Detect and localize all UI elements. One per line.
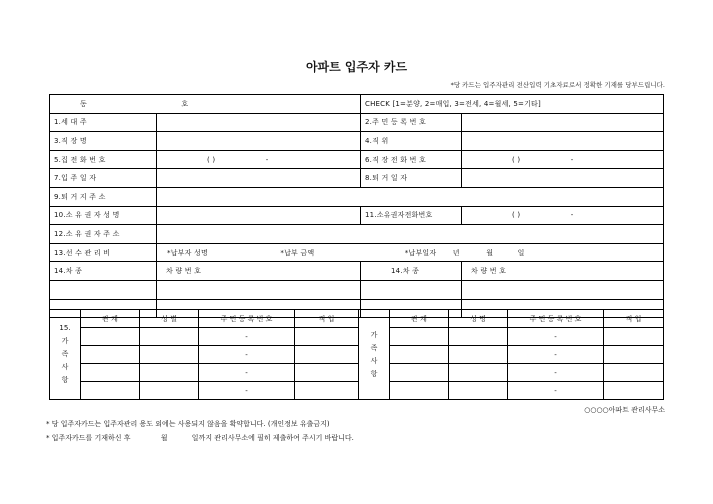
rrn-dash[interactable]: -: [508, 346, 604, 364]
householder-label: 1.세 대 주: [50, 113, 157, 132]
family-row: [50, 382, 664, 400]
col-gender: 성 별: [140, 310, 199, 328]
car-plate-cell[interactable]: [157, 262, 361, 281]
rrn-dash[interactable]: -: [508, 382, 604, 400]
payment-month-label: 월: [486, 248, 494, 257]
move-in-date-label: 7.입 주 일 자: [50, 169, 157, 188]
car-type-label: 14.차 종: [50, 262, 157, 281]
payment-day-label: 일: [517, 248, 525, 257]
dong-ho-cell[interactable]: [50, 95, 361, 114]
col-name-2: 성 명: [449, 310, 508, 328]
move-out-date-label: 8.퇴 거 일 자: [361, 169, 462, 188]
rrn-dash[interactable]: -: [508, 328, 604, 346]
col-resident-number: 주 민 등 록 번 호: [199, 310, 295, 328]
col-relation-2: 관 계: [390, 310, 449, 328]
owner-name-label: 10.소 유 권 자 성 명: [50, 206, 157, 225]
check-label: CHECK [1=분양, 2=매입, 3=전세, 4=월세, 5=기타]: [365, 99, 541, 108]
payment-year-label: 년: [452, 248, 460, 257]
rrn-dash[interactable]: -: [199, 328, 295, 346]
move-out-date-field[interactable]: [462, 169, 664, 188]
resident-number-label: 2.주 민 등 록 번 호: [361, 113, 462, 132]
family-row: [50, 328, 664, 346]
col-occupation: 직 업: [295, 310, 359, 328]
car-plate-cell-2[interactable]: [462, 262, 664, 281]
family-row: [50, 346, 664, 364]
home-phone-paren: ( ): [207, 155, 216, 164]
resident-number-field[interactable]: [462, 113, 664, 132]
submission-note: * 입주자카드를 기재하신 후 월 일까지 관리사무소에 필히 제출하여 주시기 바랍니다.: [46, 434, 354, 442]
owner-phone-dash: -: [570, 211, 574, 220]
col-relation: 관 계: [81, 310, 140, 328]
move-in-date-field[interactable]: [157, 169, 361, 188]
rrn-dash[interactable]: -: [199, 382, 295, 400]
home-phone-dash: -: [265, 155, 269, 164]
rrn-dash[interactable]: -: [199, 346, 295, 364]
payer-name-label: *납부자 성명: [167, 248, 208, 257]
card-title: 아파트 입주자 카드: [305, 60, 408, 74]
owner-address-label: 12.소 유 권 자 주 소: [50, 225, 157, 244]
workplace-field[interactable]: [157, 132, 361, 151]
workplace-label: 3.직 장 명: [50, 132, 157, 151]
work-phone-label: 6.직 장 전 화 번 호: [361, 150, 462, 169]
forwarding-address-label: 9.퇴 거 지 주 소: [50, 187, 157, 206]
family-table: [49, 309, 664, 400]
col-resident-number-2: 주 민 등 록 번 호: [508, 310, 604, 328]
position-field[interactable]: [462, 132, 664, 151]
ho-label: 호: [181, 99, 189, 108]
home-phone-label: 5.집 전 화 번 호: [50, 150, 157, 169]
owner-phone-paren: ( ): [512, 211, 521, 220]
car-plate-label-2: 차 량 번 호: [471, 267, 507, 276]
work-phone-field[interactable]: [462, 150, 664, 169]
dong-label: 동: [80, 99, 87, 108]
car-row-blank-4[interactable]: [462, 280, 664, 299]
payment-date-label: *납부일자: [404, 248, 437, 257]
owner-phone-field[interactable]: [462, 206, 664, 225]
check-cell[interactable]: [361, 95, 664, 114]
owner-phone-label: 11.소유권자전화번호: [361, 206, 462, 225]
car-type-label-2: 14.차 종: [361, 262, 462, 281]
owner-address-field[interactable]: [157, 225, 664, 244]
family-label-right: 가 족 사 항: [359, 310, 390, 400]
work-phone-dash: -: [570, 155, 574, 164]
resident-form-table: [49, 94, 664, 318]
car-plate-label: 차 량 번 호: [166, 267, 202, 276]
payment-amount-label: *납부 금액: [280, 248, 315, 257]
prepaid-fee-label: 13.선 수 관 리 비: [50, 243, 157, 262]
car-row-blank-2[interactable]: [157, 280, 361, 299]
col-occupation-2: 직 업: [604, 310, 664, 328]
forwarding-address-field[interactable]: [157, 187, 664, 206]
owner-name-field[interactable]: [157, 206, 361, 225]
rrn-dash[interactable]: -: [508, 364, 604, 382]
car-row-blank-1[interactable]: [50, 280, 157, 299]
car-row-blank-3[interactable]: [361, 280, 462, 299]
home-phone-field[interactable]: [157, 150, 361, 169]
prepaid-fee-field[interactable]: [157, 243, 664, 262]
family-row: [50, 364, 664, 382]
privacy-note: * 당 입주자카드는 입주자관리 용도 외에는 사용되지 않음을 확약합니다. (개인정보 유출금지): [46, 420, 330, 428]
rrn-dash[interactable]: -: [199, 364, 295, 382]
family-label-left: 15. 가 족 사 항: [50, 310, 81, 400]
instruction-note: *당 카드는 입주자관리 전산입력 기초자료로서 정확한 기재를 당부드립니다.: [450, 81, 665, 89]
position-label: 4.직 위: [361, 132, 462, 151]
office-name: ○○○○아파트 관리사무소: [584, 406, 665, 414]
householder-field[interactable]: [157, 113, 361, 132]
work-phone-paren: ( ): [512, 155, 521, 164]
